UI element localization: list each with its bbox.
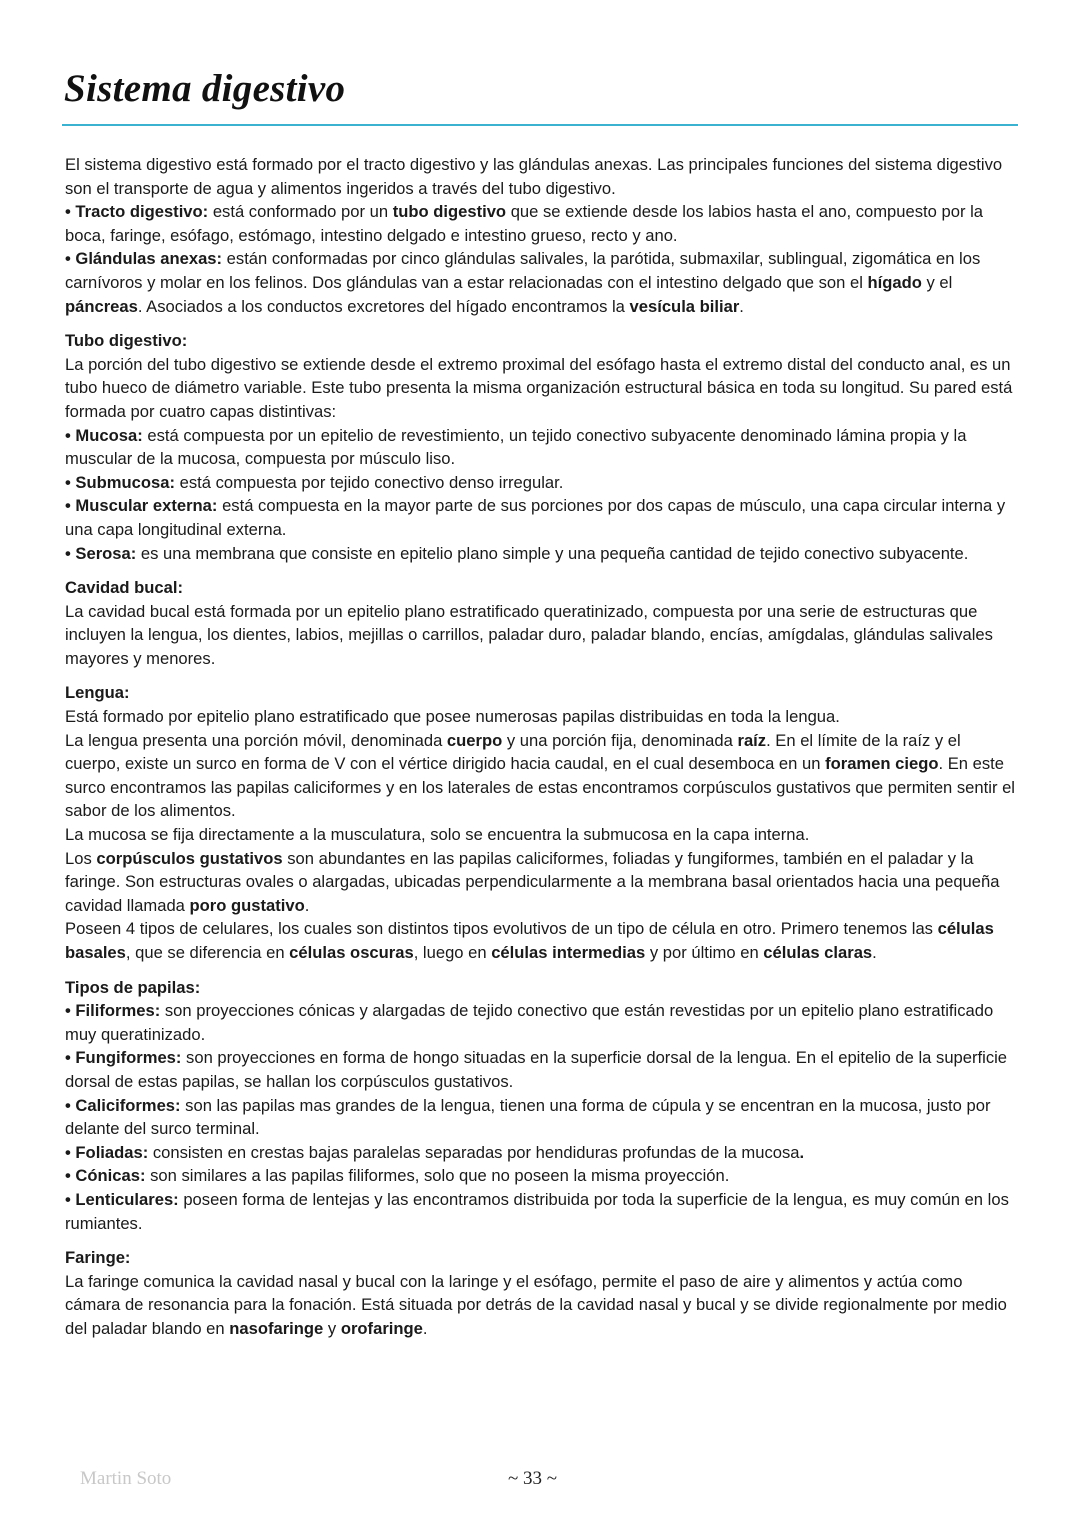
bold-term: raíz: [737, 730, 767, 750]
paragraph: [65, 1141, 1020, 1165]
bold-term: células basales: [65, 919, 994, 962]
text-run: El sistema digestivo está formado por el tracto digestivo y las glándulas anexas. Las principales funciones del sistema digestivo son el transporte de agua y alimentos ingeridos a través del tubo digestivo.: [65, 155, 1003, 198]
bold-term: corpúsculos gustativos: [96, 848, 283, 868]
paragraph: [65, 471, 1020, 495]
bold-term: • Tracto digestivo:: [65, 202, 209, 222]
bold-term: • Caliciformes:: [65, 1095, 181, 1115]
section: [65, 681, 1020, 964]
paragraph: [65, 494, 1020, 541]
bold-term: hígado: [867, 272, 922, 292]
paragraph: [65, 823, 1020, 847]
paragraph: [65, 600, 1020, 671]
bold-term: vesícula biliar: [629, 296, 740, 316]
section: [65, 976, 1020, 1236]
bold-term: páncreas: [65, 296, 138, 316]
text-run: La lengua presenta una porción móvil, denominada: [65, 730, 447, 750]
paragraph: [65, 247, 1020, 318]
text-run: . En este surco encontramos las papilas caliciformes y en los laterales de estas encontramos corpúsculos gustativos que permiten sentir el sabor de los alimentos.: [65, 754, 1015, 821]
bold-term: tubo digestivo: [392, 202, 507, 222]
paragraph: [65, 999, 1020, 1046]
section-heading: Tipos de papilas:: [65, 977, 201, 997]
text-run: Está formado por epitelio plano estratificado que posee numerosas papilas distribuidas en toda la lengua.: [65, 707, 840, 727]
page-title: Sistema digestivo: [64, 67, 346, 110]
paragraph: [65, 424, 1020, 471]
bold-term: • Submucosa:: [65, 472, 175, 492]
text-run: .: [872, 943, 877, 962]
text-run: está conformado por un: [208, 202, 393, 222]
section: [65, 576, 1020, 670]
paragraph: [65, 1270, 1020, 1341]
bold-term: poro gustativo: [189, 895, 305, 915]
text-run: . Asociados a los conductos excretores del hígado encontramos la: [137, 296, 630, 316]
text-run: , luego en: [413, 943, 492, 962]
footer-author: Martin Soto: [80, 1468, 172, 1489]
title-divider: [62, 124, 1018, 126]
section-heading: Faringe:: [65, 1248, 131, 1268]
text-run: está compuesta por un epitelio de revestimiento, un tejido conectivo subyacente denominado lámina propia y la muscular de la mucosa, compuesta por músculo liso.: [65, 425, 967, 469]
text-run: están conformadas por cinco glándulas salivales, la parótida, submaxilar, sublingual, zigomática en los carnívoros y molar en los felinos. Dos glándulas van a estar relacionadas con el intestino delgado que son el: [65, 249, 981, 292]
paragraph: [65, 1188, 1020, 1235]
bold-term: foramen ciego: [825, 754, 939, 774]
text-run: y: [323, 1318, 341, 1338]
bold-term: • Filiformes:: [65, 1001, 161, 1021]
section: [65, 153, 1020, 318]
paragraph: [65, 542, 1020, 566]
text-run: .: [739, 296, 744, 316]
bold-term: • Lenticulares:: [65, 1189, 179, 1209]
bold-term: • Mucosa:: [65, 425, 143, 445]
paragraph: [65, 153, 1020, 200]
text-run: y el: [921, 272, 953, 292]
bold-term: • Cónicas:: [65, 1166, 146, 1186]
text-run: es una membrana que consiste en epitelio plano simple y una pequeña cantidad de tejido conectivo subyacente.: [136, 543, 969, 563]
text-run: La mucosa se fija directamente a la musculatura, solo se encuentra la submucosa en la capa interna.: [65, 825, 810, 845]
text-run: que se extiende desde los labios hasta el ano, compuesto por la boca, faringe, esófago, estómago, intestino delgado e intestino grueso, recto y ano.: [65, 202, 984, 245]
bold-term: cuerpo: [446, 730, 503, 750]
bold-term: • Glándulas anexas:: [65, 249, 223, 269]
text-run: está compuesta por tejido conectivo denso irregular.: [175, 472, 564, 492]
bold-term: células intermedias: [491, 943, 646, 962]
document-body: [65, 153, 1020, 1352]
text-run: Los: [65, 848, 97, 868]
text-run: son proyecciones en forma de hongo situadas en la superficie dorsal de la lengua. En el epitelio de la superficie dorsal de estas papilas, se hallan los corpúsculos gustativos.: [65, 1048, 1008, 1091]
text-run: son similares a las papilas filiformes, solo que no poseen la misma proyección.: [145, 1166, 730, 1186]
bold-term: células oscuras: [289, 943, 414, 962]
bold-term: .: [799, 1142, 805, 1162]
section: [65, 329, 1020, 565]
text-run: La faringe comunica la cavidad nasal y bucal con la laringe y el esófago, permite el paso de aire y alimentos y actúa como cámara de resonancia para la fonación. Está situada por detrás de la cavidad nasal y bucal y se divide regionalmente por medio del paladar blando en: [65, 1271, 1007, 1338]
text-run: , que se diferencia en: [125, 943, 290, 962]
paragraph: [65, 1094, 1020, 1141]
paragraph: [65, 200, 1020, 247]
text-run: está compuesta en la mayor parte de sus porciones por dos capas de músculo, una capa circular interna y una capa longitudinal externa.: [65, 496, 1006, 539]
section-heading: Lengua:: [65, 683, 130, 703]
text-run: son las papilas mas grandes de la lengua, tienen una forma de cúpula y se encentran en la mucosa, justo por delante del surco terminal.: [65, 1095, 991, 1139]
bold-term: células claras: [763, 943, 873, 962]
paragraph: [65, 353, 1020, 424]
bold-term: • Fungiformes:: [65, 1048, 182, 1068]
page-number: ~ 33 ~: [508, 1468, 558, 1489]
bold-term: orofaringe: [340, 1318, 423, 1338]
text-run: .: [422, 1318, 428, 1338]
bold-term: • Foliadas:: [65, 1142, 149, 1162]
text-run: poseen forma de lentejas y las encontramos distribuida por toda la superficie de la lengua, es muy común en los rumiantes.: [65, 1189, 1009, 1233]
text-run: Poseen 4 tipos de celulares, los cuales son distintos tipos evolutivos de un tipo de célula en otro. Primero tenemos las: [65, 919, 938, 939]
paragraph: [65, 917, 1020, 964]
bold-term: • Serosa:: [65, 543, 137, 563]
section-heading: Tubo digestivo:: [65, 331, 188, 351]
bold-term: nasofaringe: [229, 1318, 324, 1338]
text-run: .: [304, 895, 310, 915]
paragraph: [65, 1046, 1020, 1093]
text-run: y por último en: [645, 943, 764, 962]
text-run: La cavidad bucal está formada por un epitelio plano estratificado queratinizado, compuesta por una serie de estructuras que incluyen la lengua, los dientes, labios, mejillas o carrillos, paladar duro, paladar blando, encías, amígdalas, glándulas salivales mayores y menores.: [65, 601, 993, 668]
paragraph: [65, 847, 1020, 918]
section: [65, 1246, 1020, 1340]
text-run: son abundantes en las papilas caliciformes, foliadas y fungiformes, también en el paladar y la faringe. Son estructuras ovales o alargadas, ubicadas perpendicularmente a la membrana basal orientados hacia una pequeña cavidad llamada: [65, 848, 1000, 915]
text-run: La porción del tubo digestivo se extiende desde el extremo proximal del esófago hasta el extremo distal del conducto anal, es un tubo hueco de diámetro variable. Este tubo presenta la misma organización estructural básica en toda su longitud. Su pared está formada por cuatro capas distintivas:: [65, 354, 1013, 421]
paragraph: [65, 1164, 1020, 1188]
paragraph: [65, 705, 1020, 729]
section-heading: Cavidad bucal:: [65, 578, 184, 598]
text-run: consisten en crestas bajas paralelas separadas por hendiduras profundas de la mucosa: [148, 1142, 800, 1162]
paragraph: [65, 729, 1020, 823]
text-run: . En el límite de la raíz y el cuerpo, existe un surco en forma de V con el vértice dirigido hacia caudal, en el cual desemboca en un: [65, 730, 961, 774]
text-run: son proyecciones cónicas y alargadas de tejido conectivo que están revestidas por un epitelio plano estratificado muy queratinizado.: [65, 1001, 994, 1044]
text-run: y una porción fija, denominada: [502, 730, 738, 750]
bold-term: • Muscular externa:: [65, 496, 218, 516]
